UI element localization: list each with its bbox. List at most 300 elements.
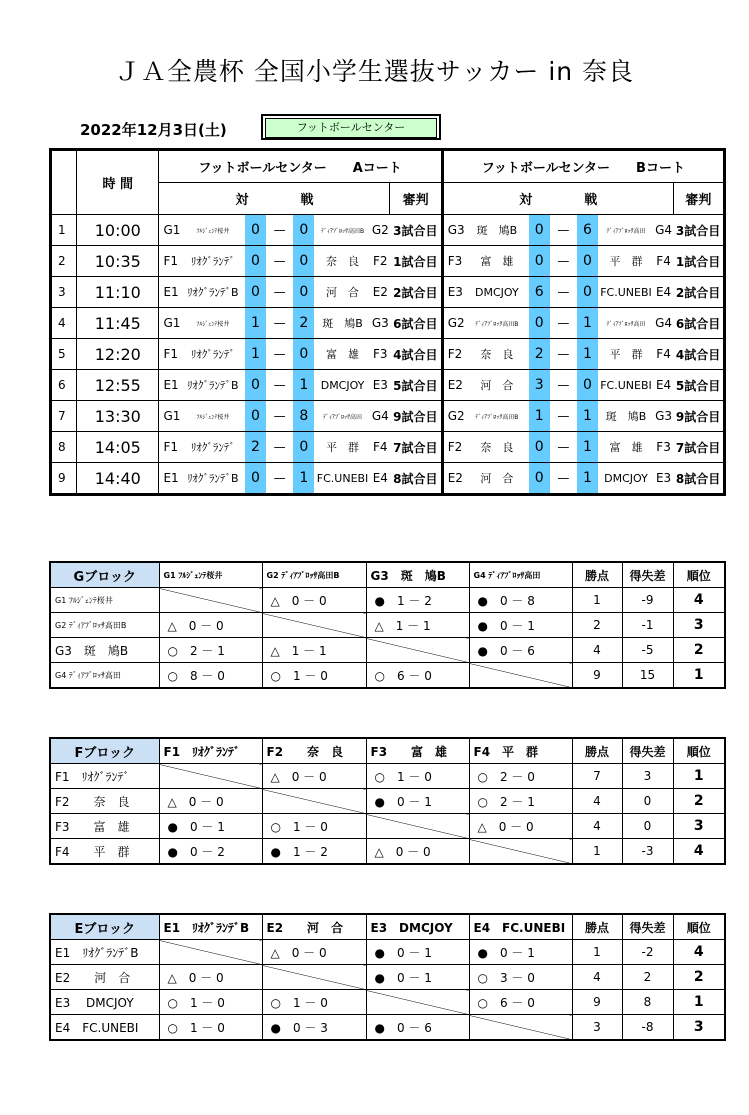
home-team: 斑 鳩B <box>476 224 518 237</box>
match-number: 7 <box>51 401 77 432</box>
block-goal-diff: 15 <box>622 663 673 689</box>
match-number: 6 <box>51 370 77 401</box>
block-row-team: G1 ﾌﾙｼﾞｪﾝﾃ桜井 <box>50 588 159 613</box>
court-a-match <box>159 432 390 463</box>
block-result: ○ 6 － 0 <box>366 663 469 689</box>
match-line <box>159 370 390 400</box>
court-a-referee: 5試合目 <box>390 370 442 401</box>
block-header-row <box>50 562 725 588</box>
away-score: 0 <box>293 277 314 307</box>
block-col-team: F1 ﾘｵｸﾞﾗﾝﾃﾞ <box>159 738 262 764</box>
court-b-match <box>442 370 673 401</box>
vs-header-a: 対 戦 <box>159 183 390 215</box>
court-a-match <box>159 277 390 308</box>
schedule-table <box>49 148 726 496</box>
block-result: ● 0 － 3 <box>262 1015 366 1041</box>
away-team: FC.UNEBI <box>600 378 652 392</box>
block-diagonal <box>366 814 469 839</box>
block-col-team: G3 斑 鳩B <box>366 562 469 588</box>
away-team: 平 群 <box>326 441 360 454</box>
match-time: 11:10 <box>77 277 159 308</box>
match-line <box>159 308 390 338</box>
match-line <box>159 215 390 245</box>
away-score: 0 <box>293 246 314 276</box>
score-dash: — <box>273 471 286 485</box>
away-team: ﾃﾞｨｱﾌﾞﾛｯｻ高田 <box>323 413 363 421</box>
away-score: 1 <box>577 339 598 369</box>
home-team: ﾌﾙｼﾞｪﾝﾃ桜井 <box>196 413 230 421</box>
match-time: 10:00 <box>77 215 159 246</box>
block-diagonal <box>262 613 366 638</box>
score-dash: — <box>557 316 570 330</box>
block-name: Eブロック <box>50 914 159 940</box>
home-score: 0 <box>245 215 266 245</box>
block-points: 9 <box>572 663 622 689</box>
block-result: ○ 1 － 0 <box>262 990 366 1015</box>
home-team: ﾌﾙｼﾞｪﾝﾃ桜井 <box>196 227 230 235</box>
away-team: DMCJOY <box>320 378 365 392</box>
block-goal-diff: -2 <box>622 940 673 965</box>
g-block-table <box>49 561 726 689</box>
block-points: 9 <box>572 990 622 1015</box>
away-score: 0 <box>577 277 598 307</box>
block-result: ○ 1 － 0 <box>262 814 366 839</box>
block-row <box>50 814 725 839</box>
home-team: ﾘｵｸﾞﾗﾝﾃﾞB <box>187 472 239 485</box>
match-time: 10:35 <box>77 246 159 277</box>
block-points: 4 <box>572 965 622 990</box>
group-label-home: E1 <box>163 378 179 392</box>
block-stat-header: 得失差 <box>622 914 673 940</box>
block-goal-diff: 3 <box>622 764 673 789</box>
away-score: 1 <box>293 463 314 493</box>
block-result: △ 0 － 0 <box>159 613 262 638</box>
group-label-home: G1 <box>163 316 181 330</box>
group-label-away: F2 <box>373 254 388 268</box>
group-label-away: E4 <box>655 285 672 299</box>
block-goal-diff: -3 <box>622 839 673 865</box>
away-score: 1 <box>577 308 598 338</box>
match-number: 4 <box>51 308 77 339</box>
block-diagonal <box>469 663 572 689</box>
group-label-home: E2 <box>447 378 463 392</box>
block-result: △ 0 － 0 <box>262 764 366 789</box>
away-team: 河 合 <box>326 286 360 299</box>
block-goal-diff: -1 <box>622 613 673 638</box>
group-label-away: F4 <box>373 440 388 454</box>
no-header <box>51 150 77 215</box>
score-dash: — <box>557 471 570 485</box>
group-label-away: F4 <box>656 347 671 361</box>
block-row <box>50 965 725 990</box>
home-team: ﾌﾙｼﾞｪﾝﾃ桜井 <box>196 320 230 328</box>
block-row <box>50 990 725 1015</box>
group-label-home: F1 <box>163 254 179 268</box>
group-label-away: E3 <box>655 471 672 485</box>
court-a-referee: 6試合目 <box>390 308 442 339</box>
block-stat-header: 順位 <box>673 562 725 588</box>
away-score: 6 <box>577 215 598 245</box>
group-label-home: G2 <box>447 409 465 423</box>
match-line <box>444 463 674 493</box>
court-a-match <box>159 215 390 246</box>
score-dash: — <box>273 285 286 299</box>
block-row-team: G3 斑 鳩B <box>50 638 159 663</box>
block-rank: 4 <box>673 940 725 965</box>
schedule-row <box>51 215 725 246</box>
court-a-referee: 3試合目 <box>390 215 442 246</box>
match-line <box>159 432 390 462</box>
block-points: 1 <box>572 940 622 965</box>
home-score: 2 <box>245 432 266 462</box>
away-score: 0 <box>293 339 314 369</box>
group-label-home: F1 <box>163 440 179 454</box>
block-goal-diff: -5 <box>622 638 673 663</box>
f-block-table <box>49 737 726 865</box>
group-label-away: F4 <box>656 254 671 268</box>
court-a-referee: 8試合目 <box>390 463 442 495</box>
block-rank: 4 <box>673 839 725 865</box>
group-label-home: G3 <box>447 223 465 237</box>
court-b-match <box>442 246 673 277</box>
block-result: ○ 8 － 0 <box>159 663 262 689</box>
schedule-row <box>51 463 725 495</box>
group-label-home: G1 <box>163 223 181 237</box>
block-row-team: E1 ﾘｵｸﾞﾗﾝﾃﾞB <box>50 940 159 965</box>
home-score: 1 <box>245 308 266 338</box>
block-result: ○ 2 － 0 <box>469 764 572 789</box>
block-result: △ 0 － 0 <box>159 965 262 990</box>
court-b-header: フットボールセンター Bコート <box>442 150 724 183</box>
home-team: 河 合 <box>480 379 514 392</box>
block-rank: 2 <box>673 965 725 990</box>
venue-name: フットボールセンター <box>265 118 437 138</box>
match-number: 9 <box>51 463 77 495</box>
away-team: 斑 鳩B <box>605 410 647 423</box>
match-number: 1 <box>51 215 77 246</box>
block-col-team: G1 ﾌﾙｼﾞｪﾝﾃ桜井 <box>159 562 262 588</box>
block-points: 4 <box>572 789 622 814</box>
block-row-team: G2 ﾃﾞｨｱﾌﾞﾛｯｻ高田B <box>50 613 159 638</box>
block-goal-diff: -9 <box>622 588 673 613</box>
block-rank: 2 <box>673 789 725 814</box>
block-result: ● 0 － 6 <box>366 1015 469 1041</box>
block-points: 3 <box>572 1015 622 1041</box>
block-col-team: G4 ﾃﾞｨｱﾌﾞﾛｯｻ高田 <box>469 562 572 588</box>
page-title: ＪＡ全農杯 全国小学生選抜サッカー in 奈良 <box>114 57 635 86</box>
group-label-away: G4 <box>371 409 389 423</box>
block-points: 4 <box>572 638 622 663</box>
group-label-away: E4 <box>655 378 672 392</box>
score-dash: — <box>557 378 570 392</box>
block-result: ● 0 － 1 <box>469 940 572 965</box>
group-label-away: G4 <box>655 316 673 330</box>
match-time: 12:20 <box>77 339 159 370</box>
away-score: 1 <box>293 370 314 400</box>
match-number: 8 <box>51 432 77 463</box>
group-label-home: E1 <box>163 285 179 299</box>
court-b-match <box>442 432 673 463</box>
block-row-team: G4 ﾃﾞｨｱﾌﾞﾛｯｻ高田 <box>50 663 159 689</box>
court-a-match <box>159 370 390 401</box>
court-a-match <box>159 463 390 495</box>
block-stat-header: 順位 <box>673 914 725 940</box>
block-result: ○ 2 － 1 <box>159 638 262 663</box>
block-result: ● 0 － 2 <box>159 839 262 865</box>
court-a-referee: 2試合目 <box>390 277 442 308</box>
block-goal-diff: 0 <box>622 789 673 814</box>
match-time: 12:55 <box>77 370 159 401</box>
score-dash: — <box>273 440 286 454</box>
home-score: 0 <box>245 370 266 400</box>
time-header: 時 間 <box>77 150 159 215</box>
block-result: ● 0 － 1 <box>366 789 469 814</box>
home-score: 6 <box>529 277 550 307</box>
away-score: 1 <box>577 401 598 431</box>
block-col-team: E3 DMCJOY <box>366 914 469 940</box>
block-row <box>50 663 725 689</box>
home-team: ﾘｵｸﾞﾗﾝﾃﾞB <box>187 379 239 392</box>
match-line <box>444 432 674 462</box>
block-result: ● 0 － 1 <box>366 940 469 965</box>
match-number: 3 <box>51 277 77 308</box>
score-dash: — <box>273 409 286 423</box>
venue-label <box>261 114 441 140</box>
court-a-referee: 4試合目 <box>390 339 442 370</box>
block-diagonal <box>159 588 262 613</box>
match-line <box>444 277 674 307</box>
court-b-match <box>442 277 673 308</box>
score-dash: — <box>273 316 286 330</box>
match-line <box>444 246 674 276</box>
block-col-team: E1 ﾘｵｸﾞﾗﾝﾃﾞB <box>159 914 262 940</box>
score-dash: — <box>557 440 570 454</box>
block-result: △ 1 － 1 <box>366 613 469 638</box>
away-score: 1 <box>577 463 598 493</box>
block-diagonal <box>262 789 366 814</box>
home-score: 3 <box>529 370 550 400</box>
block-diagonal <box>366 990 469 1015</box>
home-score: 0 <box>529 308 550 338</box>
score-dash: — <box>557 223 570 237</box>
block-row-team: E2 河 合 <box>50 965 159 990</box>
group-label-home: G2 <box>447 316 465 330</box>
home-team: ﾘｵｸﾞﾗﾝﾃﾞ <box>190 348 235 361</box>
away-team: DMCJOY <box>604 471 648 485</box>
block-points: 7 <box>572 764 622 789</box>
away-team: 平 群 <box>609 255 643 268</box>
group-label-away: G2 <box>371 223 389 237</box>
block-result: ○ 1 － 0 <box>366 764 469 789</box>
score-dash: — <box>273 223 286 237</box>
block-points: 4 <box>572 814 622 839</box>
block-row <box>50 839 725 865</box>
home-team: ﾘｵｸﾞﾗﾝﾃﾞB <box>187 286 239 299</box>
block-diagonal <box>159 940 262 965</box>
block-rank: 1 <box>673 663 725 689</box>
group-label-home: E1 <box>163 471 179 485</box>
block-header-row <box>50 738 725 764</box>
event-date: 2022年12月3日(土) <box>80 121 227 139</box>
block-result: ● 0 － 1 <box>469 613 572 638</box>
block-row-team: F4 平 群 <box>50 839 159 865</box>
away-team: FC.UNEBI <box>316 471 369 485</box>
block-result: △ 0 － 0 <box>366 839 469 865</box>
block-rank: 1 <box>673 990 725 1015</box>
court-b-referee: 4試合目 <box>673 339 724 370</box>
away-team: 富 雄 <box>326 348 360 361</box>
block-result: ○ 2 － 1 <box>469 789 572 814</box>
home-team: 河 合 <box>480 472 514 485</box>
score-dash: — <box>557 254 570 268</box>
group-label-away: F3 <box>373 347 388 361</box>
court-a-referee: 7試合目 <box>390 432 442 463</box>
group-label-home: F2 <box>447 347 463 361</box>
court-a-match <box>159 246 390 277</box>
group-label-home: E3 <box>447 285 463 299</box>
block-stat-header: 得失差 <box>622 562 673 588</box>
match-time: 14:40 <box>77 463 159 495</box>
court-a-referee: 9試合目 <box>390 401 442 432</box>
block-result: △ 0 － 0 <box>262 588 366 613</box>
home-team: ﾃﾞｨｱﾌﾞﾛｯｻ高田B <box>475 320 519 328</box>
block-result: ● 0 － 8 <box>469 588 572 613</box>
home-team: 奈 良 <box>480 441 514 454</box>
court-b-match <box>442 463 673 495</box>
block-goal-diff: 0 <box>622 814 673 839</box>
match-line <box>444 401 674 431</box>
home-score: 0 <box>245 277 266 307</box>
block-rank: 3 <box>673 613 725 638</box>
court-a-match <box>159 308 390 339</box>
home-score: 0 <box>245 401 266 431</box>
block-name: Fブロック <box>50 738 159 764</box>
group-label-home: F1 <box>163 347 179 361</box>
schedule-row <box>51 401 725 432</box>
block-result: ● 0 － 6 <box>469 638 572 663</box>
block-result: △ 0 － 0 <box>262 940 366 965</box>
home-team: DMCJOY <box>475 285 519 299</box>
score-dash: — <box>557 347 570 361</box>
schedule-row <box>51 277 725 308</box>
away-team: 平 群 <box>609 348 643 361</box>
court-b-referee: 8試合目 <box>673 463 724 495</box>
schedule-row <box>51 246 725 277</box>
court-b-match <box>442 215 673 246</box>
court-b-referee: 5試合目 <box>673 370 724 401</box>
block-col-team: F4 平 群 <box>469 738 572 764</box>
block-stat-header: 勝点 <box>572 914 622 940</box>
block-diagonal <box>469 1015 572 1041</box>
away-score: 0 <box>293 432 314 462</box>
vs-header-b: 対 戦 <box>442 183 673 215</box>
court-b-match <box>442 339 673 370</box>
score-dash: — <box>273 254 286 268</box>
block-result: ● 1 － 2 <box>366 588 469 613</box>
match-line <box>159 463 390 493</box>
match-number: 5 <box>51 339 77 370</box>
home-score: 1 <box>529 401 550 431</box>
score-dash: — <box>273 378 286 392</box>
block-result: △ 1 － 1 <box>262 638 366 663</box>
block-goal-diff: -8 <box>622 1015 673 1041</box>
match-time: 14:05 <box>77 432 159 463</box>
block-row <box>50 588 725 613</box>
block-goal-diff: 2 <box>622 965 673 990</box>
block-stat-header: 得失差 <box>622 738 673 764</box>
group-label-home: F3 <box>447 254 463 268</box>
block-col-team: F2 奈 良 <box>262 738 366 764</box>
court-b-match <box>442 401 673 432</box>
home-score: 0 <box>529 432 550 462</box>
block-result: △ 0 － 0 <box>469 814 572 839</box>
block-diagonal <box>262 965 366 990</box>
group-label-away: G3 <box>371 316 389 330</box>
home-team: ﾘｵｸﾞﾗﾝﾃﾞ <box>190 441 235 454</box>
home-score: 2 <box>529 339 550 369</box>
block-stat-header: 順位 <box>673 738 725 764</box>
away-team: ﾃﾞｨｱﾌﾞﾛｯｻ高田 <box>606 320 646 328</box>
block-row <box>50 789 725 814</box>
away-team: 富 雄 <box>609 441 643 454</box>
match-line <box>444 308 674 338</box>
home-team: ﾘｵｸﾞﾗﾝﾃﾞ <box>190 255 235 268</box>
e-block-table <box>49 913 726 1041</box>
block-col-team: E2 河 合 <box>262 914 366 940</box>
court-a-header: フットボールセンター Aコート <box>159 150 442 183</box>
block-result: ● 0 － 1 <box>159 814 262 839</box>
block-goal-diff: 8 <box>622 990 673 1015</box>
block-diagonal <box>159 764 262 789</box>
group-label-away: G3 <box>655 409 673 423</box>
block-result: ● 0 － 1 <box>366 965 469 990</box>
away-score: 0 <box>577 246 598 276</box>
block-result: ○ 1 － 0 <box>262 663 366 689</box>
block-result: ● 1 － 2 <box>262 839 366 865</box>
block-col-team: F3 富 雄 <box>366 738 469 764</box>
ref-header-b: 審判 <box>673 183 724 215</box>
block-col-team: E4 FC.UNEBI <box>469 914 572 940</box>
court-a-referee: 1試合目 <box>390 246 442 277</box>
block-result: △ 0 － 0 <box>159 789 262 814</box>
schedule-row <box>51 370 725 401</box>
match-line <box>159 277 390 307</box>
match-time: 11:45 <box>77 308 159 339</box>
match-line <box>444 370 674 400</box>
block-rank: 1 <box>673 764 725 789</box>
group-label-away: G4 <box>655 223 673 237</box>
court-b-referee: 7試合目 <box>673 432 724 463</box>
score-dash: — <box>273 347 286 361</box>
court-b-referee: 1試合目 <box>673 246 724 277</box>
group-label-home: E2 <box>447 471 463 485</box>
home-team: 奈 良 <box>480 348 514 361</box>
group-label-away: E3 <box>372 378 388 392</box>
away-score: 0 <box>293 215 314 245</box>
block-row <box>50 638 725 663</box>
block-result: ○ 1 － 0 <box>159 990 262 1015</box>
away-score: 2 <box>293 308 314 338</box>
court-b-referee: 3試合目 <box>673 215 724 246</box>
away-team: ﾃﾞｨｱﾌﾞﾛｯｻ高田B <box>320 227 365 235</box>
court-b-referee: 2試合目 <box>673 277 724 308</box>
court-b-referee: 6試合目 <box>673 308 724 339</box>
block-result: ○ 1 － 0 <box>159 1015 262 1041</box>
block-row-team: E3 DMCJOY <box>50 990 159 1015</box>
block-points: 1 <box>572 588 622 613</box>
group-label-home: G1 <box>163 409 181 423</box>
away-score: 1 <box>577 432 598 462</box>
